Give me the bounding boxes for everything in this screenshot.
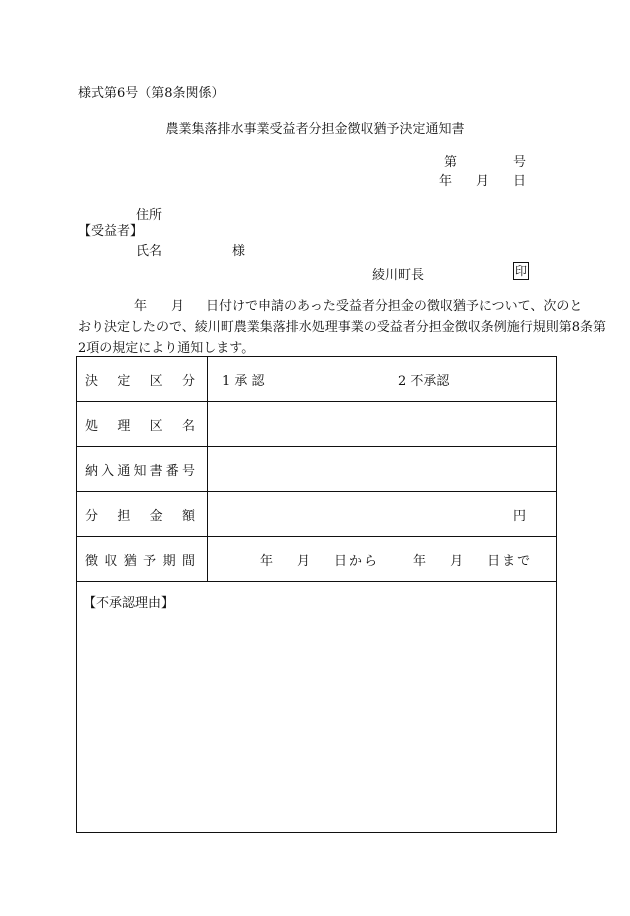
seal-stamp: 印 xyxy=(514,264,527,278)
row-decision xyxy=(77,357,557,402)
document-number-row xyxy=(444,151,526,170)
label-char: 予 xyxy=(143,553,157,569)
body-line-1-text: 日付けで申請のあった受益者分担金の徴収猶予について、次のと xyxy=(206,299,583,314)
honorific: 様 xyxy=(232,244,246,259)
body-line-3: 2項の規定により通知します。 xyxy=(78,341,255,356)
label-char: 金 xyxy=(149,508,163,524)
label-char: 分 xyxy=(181,373,195,389)
period-label xyxy=(85,550,195,569)
label-char: 収 xyxy=(104,553,118,569)
notice-body xyxy=(78,296,607,359)
label-char: 通 xyxy=(117,463,131,479)
decision-value-cell[interactable] xyxy=(208,357,557,402)
decision-option-reject[interactable]: 2 不承認 xyxy=(398,373,450,389)
body-year: 年 xyxy=(134,299,148,314)
decision-label xyxy=(85,370,195,389)
body-month: 月 xyxy=(171,299,185,314)
label-char: 理 xyxy=(117,418,131,434)
amount-label xyxy=(85,505,195,524)
label-char: 入 xyxy=(101,463,115,479)
date-month: 月 xyxy=(475,174,489,189)
amount-value-cell[interactable] xyxy=(208,492,557,537)
amount-label-cell xyxy=(77,492,208,537)
notice-number-label-cell xyxy=(77,447,208,492)
row-period xyxy=(77,537,557,582)
reason-label: 【不承認理由】 xyxy=(83,596,175,611)
label-char: 区 xyxy=(149,418,163,434)
issue-date-row xyxy=(439,170,526,189)
label-char: 番 xyxy=(165,463,179,479)
row-reason xyxy=(77,582,557,833)
notice-number-label xyxy=(85,460,195,479)
period-value-cell[interactable] xyxy=(208,537,557,582)
label-char: 期 xyxy=(162,553,176,569)
address-label: 住所 xyxy=(136,208,163,223)
body-line-1 xyxy=(78,296,583,317)
name-label: 氏名 xyxy=(136,244,163,259)
recipient-label: 【受益者】 xyxy=(78,224,144,239)
period-to-day: 日まで xyxy=(487,553,533,569)
district-value-cell[interactable] xyxy=(208,402,557,447)
label-char: 間 xyxy=(181,553,195,569)
label-char: 徴 xyxy=(85,553,99,569)
decision-label-cell xyxy=(77,357,208,402)
period-to-year: 年 xyxy=(413,553,427,569)
notice-number-value-cell[interactable] xyxy=(208,447,557,492)
label-char: 処 xyxy=(85,418,99,434)
period-label-cell xyxy=(77,537,208,582)
sender-title: 綾川町長 xyxy=(372,268,425,283)
decision-option-approve[interactable]: 1 承 認 xyxy=(222,373,265,389)
label-char: 定 xyxy=(117,373,131,389)
label-char: 決 xyxy=(85,373,99,389)
label-char: 額 xyxy=(181,508,195,524)
period-to-month: 月 xyxy=(450,553,464,569)
decision-table xyxy=(76,356,557,833)
period-from-year: 年 xyxy=(260,553,274,569)
reason-cell[interactable] xyxy=(77,582,557,833)
document-title: 農業集落排水事業受益者分担金徴収猶予決定通知書 xyxy=(165,122,465,137)
label-char: 区 xyxy=(149,373,163,389)
label-char: 書 xyxy=(149,463,163,479)
form-number: 様式第6号（第8条関係） xyxy=(78,86,225,101)
label-char: 担 xyxy=(117,508,131,524)
row-district xyxy=(77,402,557,447)
row-amount xyxy=(77,492,557,537)
amount-unit: 円 xyxy=(512,508,526,524)
label-char: 号 xyxy=(181,463,195,479)
date-year: 年 xyxy=(438,174,452,189)
period-from-month: 月 xyxy=(297,553,311,569)
label-char: 納 xyxy=(85,463,99,479)
number-prefix: 第 xyxy=(443,155,457,170)
district-label xyxy=(85,415,195,434)
label-char: 名 xyxy=(181,418,195,434)
district-label-cell xyxy=(77,402,208,447)
row-notice-number xyxy=(77,447,557,492)
label-char: 猶 xyxy=(123,553,137,569)
period-from-day: 日から xyxy=(334,553,380,569)
date-day: 日 xyxy=(512,174,526,189)
body-line-2: おり決定したので、綾川町農業集落排水処理事業の受益者分担金徴収条例施行規則第8条第 xyxy=(78,320,607,335)
label-char: 分 xyxy=(85,508,99,524)
number-suffix: 号 xyxy=(512,155,526,170)
label-char: 知 xyxy=(133,463,147,479)
